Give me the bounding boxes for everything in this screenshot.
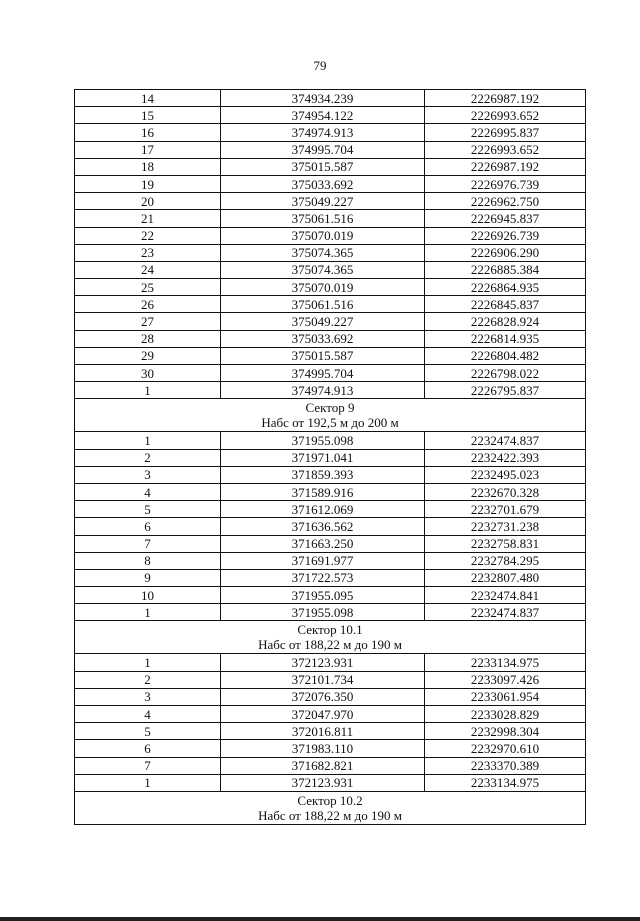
y-coordinate-cell: 2226926.739 — [425, 227, 586, 244]
y-coordinate-cell: 2232784.295 — [425, 552, 586, 569]
point-number-cell: 24 — [75, 261, 221, 278]
x-coordinate-cell: 371663.250 — [221, 535, 425, 552]
point-number-cell: 7 — [75, 757, 221, 774]
y-coordinate-cell: 2232758.831 — [425, 535, 586, 552]
y-coordinate-cell: 2226814.935 — [425, 330, 586, 347]
point-number-cell: 2 — [75, 671, 221, 688]
table-row — [75, 227, 586, 244]
table-row — [75, 330, 586, 347]
x-coordinate-cell: 371955.095 — [221, 587, 425, 604]
y-coordinate-cell: 2232807.480 — [425, 569, 586, 586]
table-row — [75, 193, 586, 210]
point-number-cell: 5 — [75, 723, 221, 740]
y-coordinate-cell: 2226987.192 — [425, 90, 586, 107]
table-row — [75, 466, 586, 483]
x-coordinate-cell: 375015.587 — [221, 158, 425, 175]
table-row — [75, 141, 586, 158]
y-coordinate-cell: 2226798.022 — [425, 365, 586, 382]
point-number-cell: 14 — [75, 90, 221, 107]
point-number-cell: 20 — [75, 193, 221, 210]
x-coordinate-cell: 372123.931 — [221, 774, 425, 791]
y-coordinate-cell: 2226906.290 — [425, 244, 586, 261]
point-number-cell: 25 — [75, 279, 221, 296]
x-coordinate-cell: 371636.562 — [221, 518, 425, 535]
y-coordinate-cell: 2232495.023 — [425, 466, 586, 483]
sector-header-row — [75, 621, 586, 654]
y-coordinate-cell: 2226995.837 — [425, 124, 586, 141]
y-coordinate-cell: 2226864.935 — [425, 279, 586, 296]
sector-altitude-range: Набс от 192,5 м до 200 м — [261, 415, 399, 431]
table-row — [75, 449, 586, 466]
point-number-cell: 1 — [75, 654, 221, 671]
page-bottom-edge — [0, 917, 640, 921]
point-number-cell: 22 — [75, 227, 221, 244]
x-coordinate-cell: 375070.019 — [221, 279, 425, 296]
sector-altitude-range: Набс от 188,22 м до 190 м — [258, 807, 402, 823]
x-coordinate-cell: 375074.365 — [221, 261, 425, 278]
x-coordinate-cell: 372123.931 — [221, 654, 425, 671]
table-row — [75, 347, 586, 364]
point-number-cell: 16 — [75, 124, 221, 141]
y-coordinate-cell: 2232731.238 — [425, 518, 586, 535]
sector-title: Сектор 9 — [305, 400, 355, 416]
y-coordinate-cell: 2226976.739 — [425, 175, 586, 192]
sector-altitude-range: Набс от 188,22 м до 190 м — [258, 637, 402, 653]
x-coordinate-cell: 375033.692 — [221, 175, 425, 192]
point-number-cell: 28 — [75, 330, 221, 347]
table-row — [75, 158, 586, 175]
x-coordinate-cell: 371691.977 — [221, 552, 425, 569]
table-row — [75, 518, 586, 535]
point-number-cell: 29 — [75, 347, 221, 364]
point-number-cell: 1 — [75, 604, 221, 621]
table-row — [75, 279, 586, 296]
point-number-cell: 1 — [75, 774, 221, 791]
point-number-cell: 3 — [75, 688, 221, 705]
sector-header-row — [75, 399, 586, 432]
y-coordinate-cell: 2232474.837 — [425, 604, 586, 621]
x-coordinate-cell: 371955.098 — [221, 432, 425, 449]
table-row — [75, 604, 586, 621]
x-coordinate-cell: 371682.821 — [221, 757, 425, 774]
point-number-cell: 6 — [75, 518, 221, 535]
y-coordinate-cell: 2226993.652 — [425, 107, 586, 124]
table-row — [75, 587, 586, 604]
x-coordinate-cell: 371859.393 — [221, 466, 425, 483]
table-row — [75, 296, 586, 313]
table-row — [75, 757, 586, 774]
x-coordinate-cell: 372047.970 — [221, 706, 425, 723]
y-coordinate-cell: 2232670.328 — [425, 483, 586, 500]
point-number-cell: 5 — [75, 501, 221, 518]
x-coordinate-cell: 375049.227 — [221, 313, 425, 330]
x-coordinate-cell: 375033.692 — [221, 330, 425, 347]
x-coordinate-cell: 374995.704 — [221, 141, 425, 158]
y-coordinate-cell: 2226885.384 — [425, 261, 586, 278]
y-coordinate-cell: 2233134.975 — [425, 774, 586, 791]
point-number-cell: 18 — [75, 158, 221, 175]
x-coordinate-cell: 372076.350 — [221, 688, 425, 705]
x-coordinate-cell: 374974.913 — [221, 382, 425, 399]
sector-header-cell — [75, 399, 586, 432]
point-number-cell: 26 — [75, 296, 221, 313]
table-row — [75, 124, 586, 141]
table-row — [75, 261, 586, 278]
table-row — [75, 535, 586, 552]
x-coordinate-cell: 372016.811 — [221, 723, 425, 740]
table-row — [75, 688, 586, 705]
table-row — [75, 210, 586, 227]
y-coordinate-cell: 2226945.837 — [425, 210, 586, 227]
coordinates-table — [74, 89, 586, 825]
sector-title: Сектор 10.1 — [297, 622, 363, 638]
x-coordinate-cell: 371612.069 — [221, 501, 425, 518]
y-coordinate-cell: 2233134.975 — [425, 654, 586, 671]
x-coordinate-cell: 375070.019 — [221, 227, 425, 244]
point-number-cell: 27 — [75, 313, 221, 330]
y-coordinate-cell: 2226845.837 — [425, 296, 586, 313]
y-coordinate-cell: 2233370.389 — [425, 757, 586, 774]
point-number-cell: 4 — [75, 483, 221, 500]
x-coordinate-cell: 371589.916 — [221, 483, 425, 500]
x-coordinate-cell: 375074.365 — [221, 244, 425, 261]
point-number-cell: 19 — [75, 175, 221, 192]
y-coordinate-cell: 2226828.924 — [425, 313, 586, 330]
point-number-cell: 1 — [75, 432, 221, 449]
table-row — [75, 552, 586, 569]
table-row — [75, 501, 586, 518]
y-coordinate-cell: 2233061.954 — [425, 688, 586, 705]
point-number-cell: 21 — [75, 210, 221, 227]
sector-header-cell — [75, 791, 586, 824]
x-coordinate-cell: 371722.573 — [221, 569, 425, 586]
x-coordinate-cell: 372101.734 — [221, 671, 425, 688]
y-coordinate-cell: 2226987.192 — [425, 158, 586, 175]
point-number-cell: 4 — [75, 706, 221, 723]
x-coordinate-cell: 371971.041 — [221, 449, 425, 466]
y-coordinate-cell: 2232998.304 — [425, 723, 586, 740]
x-coordinate-cell: 374954.122 — [221, 107, 425, 124]
point-number-cell: 3 — [75, 466, 221, 483]
table-row — [75, 740, 586, 757]
table-row — [75, 90, 586, 107]
y-coordinate-cell: 2232701.679 — [425, 501, 586, 518]
y-coordinate-cell: 2226795.837 — [425, 382, 586, 399]
table-row — [75, 569, 586, 586]
point-number-cell: 23 — [75, 244, 221, 261]
table-row — [75, 432, 586, 449]
point-number-cell: 10 — [75, 587, 221, 604]
table-row — [75, 774, 586, 791]
x-coordinate-cell: 374934.239 — [221, 90, 425, 107]
page-number: 79 — [313, 58, 327, 73]
y-coordinate-cell: 2226993.652 — [425, 141, 586, 158]
point-number-cell: 2 — [75, 449, 221, 466]
x-coordinate-cell: 371983.110 — [221, 740, 425, 757]
y-coordinate-cell: 2232474.837 — [425, 432, 586, 449]
sector-header-cell — [75, 621, 586, 654]
y-coordinate-cell: 2233028.829 — [425, 706, 586, 723]
point-number-cell: 17 — [75, 141, 221, 158]
table-row — [75, 483, 586, 500]
table-row — [75, 723, 586, 740]
table-row — [75, 107, 586, 124]
x-coordinate-cell: 371955.098 — [221, 604, 425, 621]
point-number-cell: 30 — [75, 365, 221, 382]
x-coordinate-cell: 374974.913 — [221, 124, 425, 141]
table-row — [75, 313, 586, 330]
table-row — [75, 365, 586, 382]
y-coordinate-cell: 2232474.841 — [425, 587, 586, 604]
point-number-cell: 15 — [75, 107, 221, 124]
y-coordinate-cell: 2232422.393 — [425, 449, 586, 466]
point-number-cell: 1 — [75, 382, 221, 399]
point-number-cell: 7 — [75, 535, 221, 552]
x-coordinate-cell: 375015.587 — [221, 347, 425, 364]
x-coordinate-cell: 375061.516 — [221, 296, 425, 313]
y-coordinate-cell: 2226962.750 — [425, 193, 586, 210]
y-coordinate-cell: 2226804.482 — [425, 347, 586, 364]
x-coordinate-cell: 375049.227 — [221, 193, 425, 210]
y-coordinate-cell: 2233097.426 — [425, 671, 586, 688]
point-number-cell: 6 — [75, 740, 221, 757]
sector-header-row — [75, 791, 586, 824]
table-row — [75, 244, 586, 261]
table-row — [75, 654, 586, 671]
point-number-cell: 9 — [75, 569, 221, 586]
x-coordinate-cell: 375061.516 — [221, 210, 425, 227]
coordinates-table-body — [75, 90, 586, 825]
sector-title: Сектор 10.2 — [297, 792, 363, 808]
y-coordinate-cell: 2232970.610 — [425, 740, 586, 757]
x-coordinate-cell: 374995.704 — [221, 365, 425, 382]
table-row — [75, 671, 586, 688]
table-row — [75, 706, 586, 723]
table-row — [75, 382, 586, 399]
table-row — [75, 175, 586, 192]
point-number-cell: 8 — [75, 552, 221, 569]
